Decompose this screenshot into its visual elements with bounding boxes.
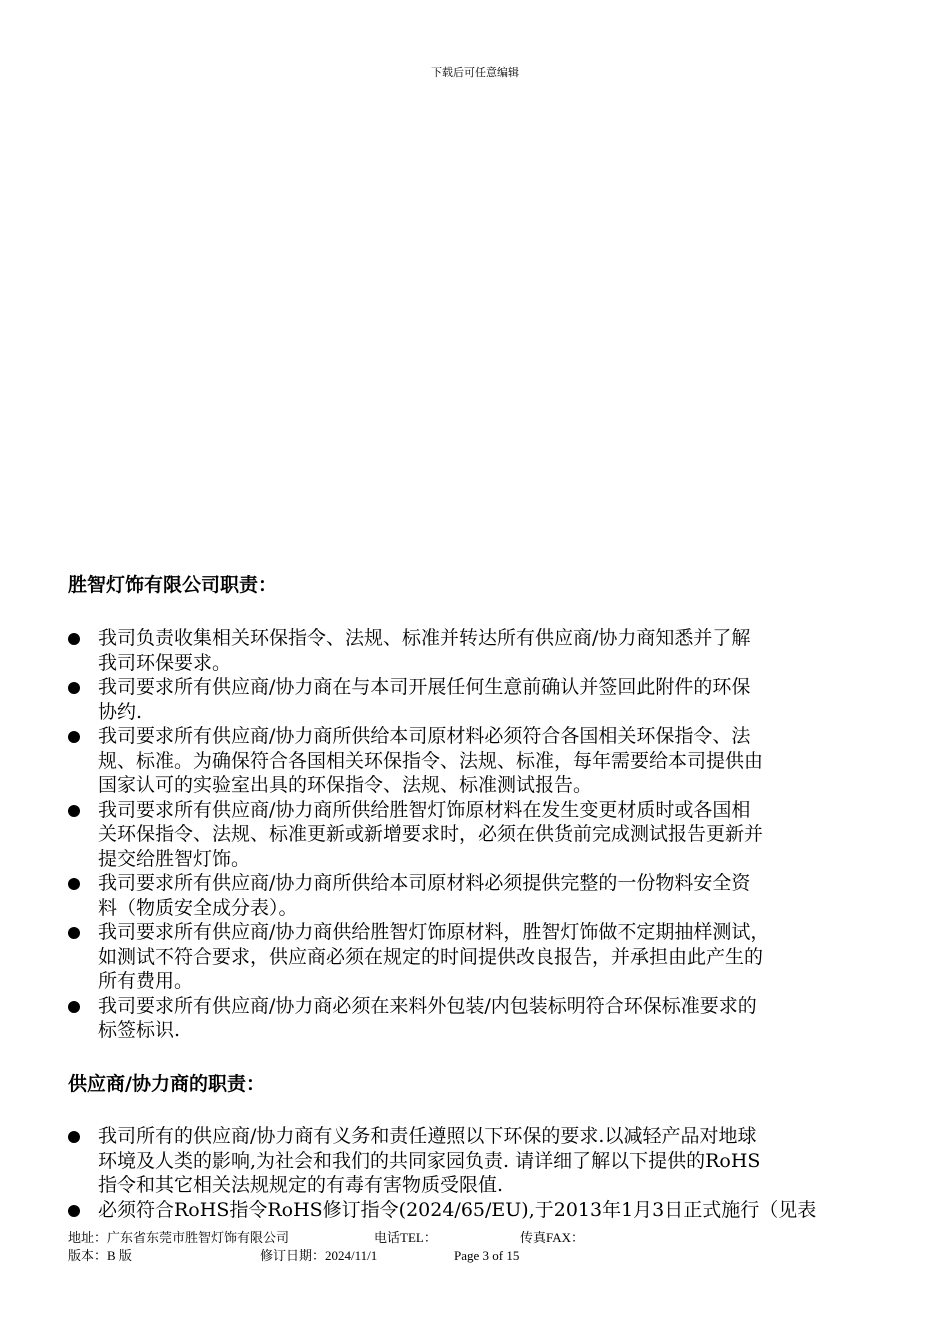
list-item-text: 必须符合RoHS指令RoHS修订指令(2024/65/EU),于2013年1月3日正式施行（见表 <box>98 1198 817 1221</box>
company-duties-list <box>68 626 884 1043</box>
list-item-text: 我司要求所有供应商/协力商必须在来料外包装/内包装标明符合环保标准要求的 标签标识. <box>98 994 757 1041</box>
footer-fax: 传真FAX： <box>520 1230 585 1245</box>
bullet-icon <box>68 805 80 817</box>
list-item <box>68 1198 884 1223</box>
list-item <box>68 675 884 724</box>
list-item-text: 我司要求所有供应商/协力商供给胜智灯饰原材料，胜智灯饰做不定期抽样测试， 如测试不符合要求，供应商必须在规定的时间提供改良报告，并承担由此产生的 所有费用。 <box>98 921 770 992</box>
list-item-text: 我司要求所有供应商/协力商所供给本司原材料必须提供完整的一份物料安全资 料（物质安全成分表）。 <box>98 872 751 919</box>
list-item-text: 我司要求所有供应商/协力商所供给胜智灯饰原材料在发生变更材质时或各国相 关环保指令、法规、标准更新或新增要求时，必须在供货前完成测试报告更新并 提交给胜智灯饰。 <box>98 798 764 870</box>
list-item <box>68 1124 884 1198</box>
list-item <box>68 871 884 920</box>
list-item <box>68 724 884 798</box>
bullet-icon <box>68 1131 80 1143</box>
list-item-text: 我司要求所有供应商/协力商在与本司开展任何生意前确认并签回此附件的环保 协约. <box>98 676 751 723</box>
footer-contact-row <box>68 1229 888 1247</box>
page-header-note: 下载后可任意编辑 <box>431 66 519 79</box>
footer-version: 版本：B 版 <box>68 1248 132 1263</box>
footer-address: 地址：广东省东莞市胜智灯饰有限公司 <box>68 1230 290 1245</box>
footer-revision-date: 修订日期：2024/11/1 <box>260 1248 378 1263</box>
footer-page-number: Page 3 of 15 <box>454 1248 520 1263</box>
bullet-icon <box>68 1205 80 1217</box>
list-item <box>68 920 884 994</box>
section-heading-supplier-duties: 供应商/协力商的职责： <box>68 1073 265 1095</box>
footer-tel: 电话TEL： <box>374 1230 437 1245</box>
bullet-icon <box>68 878 80 890</box>
bullet-icon <box>68 682 80 694</box>
bullet-icon <box>68 633 80 645</box>
bullet-icon <box>68 1001 80 1013</box>
list-item-text: 我司所有的供应商/协力商有义务和责任遵照以下环保的要求.以减轻产品对地球 环境及人类的影响,为社会和我们的共同家园负责. 请详细了解以下提供的RoHS 指令和其它相关法规规定的有毒有害物质受限值. <box>98 1125 761 1196</box>
bullet-icon <box>68 927 80 939</box>
list-item-text: 我司负责收集相关环保指令、法规、标准并转达所有供应商/协力商知悉并了解 我司环保要求。 <box>98 627 751 674</box>
list-item <box>68 798 884 872</box>
list-item <box>68 994 884 1043</box>
footer-version-row <box>68 1247 888 1265</box>
section-heading-company-duties: 胜智灯饰有限公司职责： <box>68 574 278 596</box>
page-footer <box>68 1229 888 1265</box>
list-item <box>68 626 884 675</box>
list-item-text: 我司要求所有供应商/协力商所供给本司原材料必须符合各国相关环保指令、法 规、标准。为确保符合各国相关环保指令、法规、标准，每年需要给本司提供由 国家认可的实验室出具的环保指令、法规、标准测试报告。 <box>98 725 764 796</box>
supplier-duties-list <box>68 1124 884 1222</box>
bullet-icon <box>68 731 80 743</box>
